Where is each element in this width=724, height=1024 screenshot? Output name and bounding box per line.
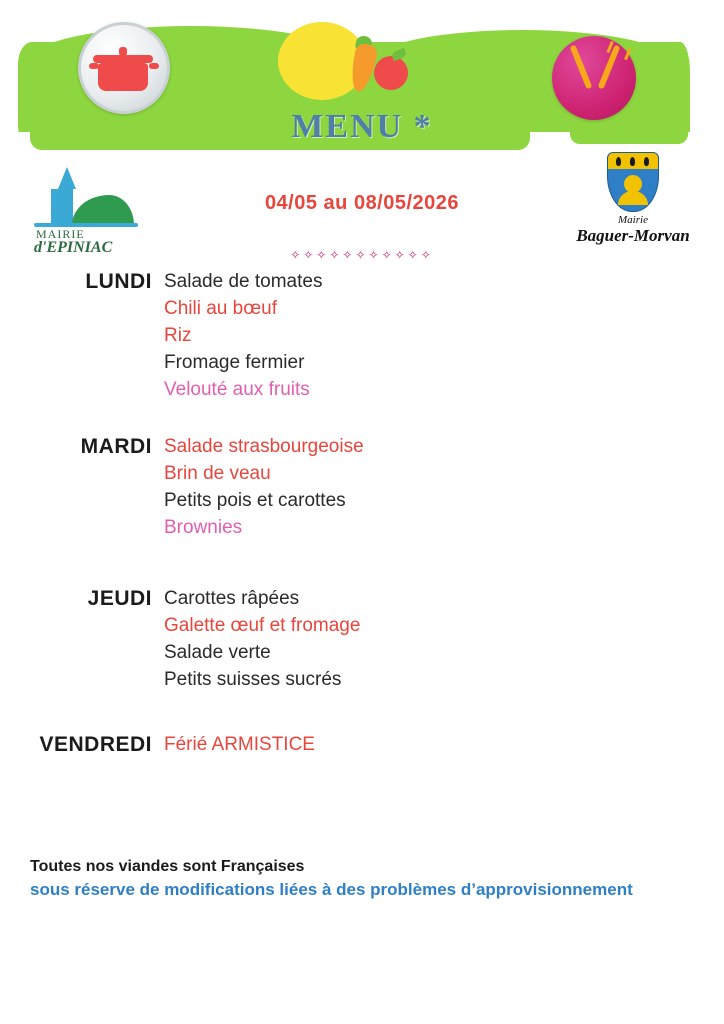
logo-epiniac-line2: d'EPINIAC [34, 239, 113, 256]
logo-epiniac-line1: MAIRIE [36, 227, 85, 241]
footer-meat-origin-note: Toutes nos viandes sont Françaises [30, 858, 305, 875]
ermine-spot-icon [644, 157, 649, 166]
pot-knob-shape [119, 47, 127, 56]
ermine-spot-icon [630, 157, 635, 166]
dish-list-jeudi [164, 583, 724, 693]
menu-day-row [0, 431, 724, 541]
ermine-spot-icon [616, 157, 621, 166]
pot-handle-left-shape [89, 63, 99, 69]
dish-item: Fromage fermier [164, 352, 305, 373]
dish-item: Brin de veau [164, 463, 271, 484]
dish-item: Velouté aux fruits [164, 379, 310, 400]
dish-item: Riz [164, 325, 192, 346]
dish-list-vendredi [164, 729, 724, 758]
menu-day-row [0, 266, 724, 403]
cooking-pot-icon [78, 22, 170, 114]
dish-item: Salade de tomates [164, 271, 323, 292]
day-label-mardi: MARDI [80, 435, 152, 458]
footer-modification-note: sous réserve de modifications liées à des problèmes d’approvisionnement [30, 880, 633, 899]
pot-handle-right-shape [149, 63, 159, 69]
page-title: MENU * [291, 108, 433, 145]
menu-day-row [0, 729, 724, 758]
dish-item: Petits pois et carottes [164, 490, 346, 511]
dish-item: Carottes râpées [164, 588, 300, 609]
dish-item: Galette œuf et fromage [164, 615, 361, 636]
footer-notes [30, 858, 694, 900]
logo-baguer-line1: Mairie [618, 214, 648, 226]
fork-shape [598, 45, 621, 90]
dish-item: Salade strasbourgeoise [164, 436, 364, 457]
logo-baguer-line2: Baguer-Morvan [576, 226, 690, 245]
menu-list [0, 266, 724, 780]
day-label-lundi: LUNDI [85, 270, 152, 293]
pot-body-shape [98, 63, 148, 91]
dish-item: Férié ARMISTICE [164, 734, 315, 755]
menu-day-row [0, 583, 724, 693]
dish-list-mardi [164, 431, 724, 541]
dish-list-lundi [164, 266, 724, 403]
apple-icon [374, 56, 408, 90]
header-banner [0, 0, 724, 175]
knife-shape [570, 45, 593, 90]
dish-item: Petits suisses sucrés [164, 669, 342, 690]
dish-item: Chili au bœuf [164, 298, 277, 319]
dish-item: Brownies [164, 517, 243, 538]
date-range: 04/05 au 08/05/2026 [264, 192, 460, 214]
day-label-jeudi: JEUDI [87, 587, 152, 610]
dish-item: Salade verte [164, 642, 271, 663]
day-label-vendredi: VENDREDI [39, 733, 152, 756]
church-steeple-icon [58, 167, 76, 189]
decorative-separator: ✧✧✧✧✧✧✧✧✧✧✧ [290, 248, 434, 262]
pot-lid-shape [93, 55, 153, 63]
